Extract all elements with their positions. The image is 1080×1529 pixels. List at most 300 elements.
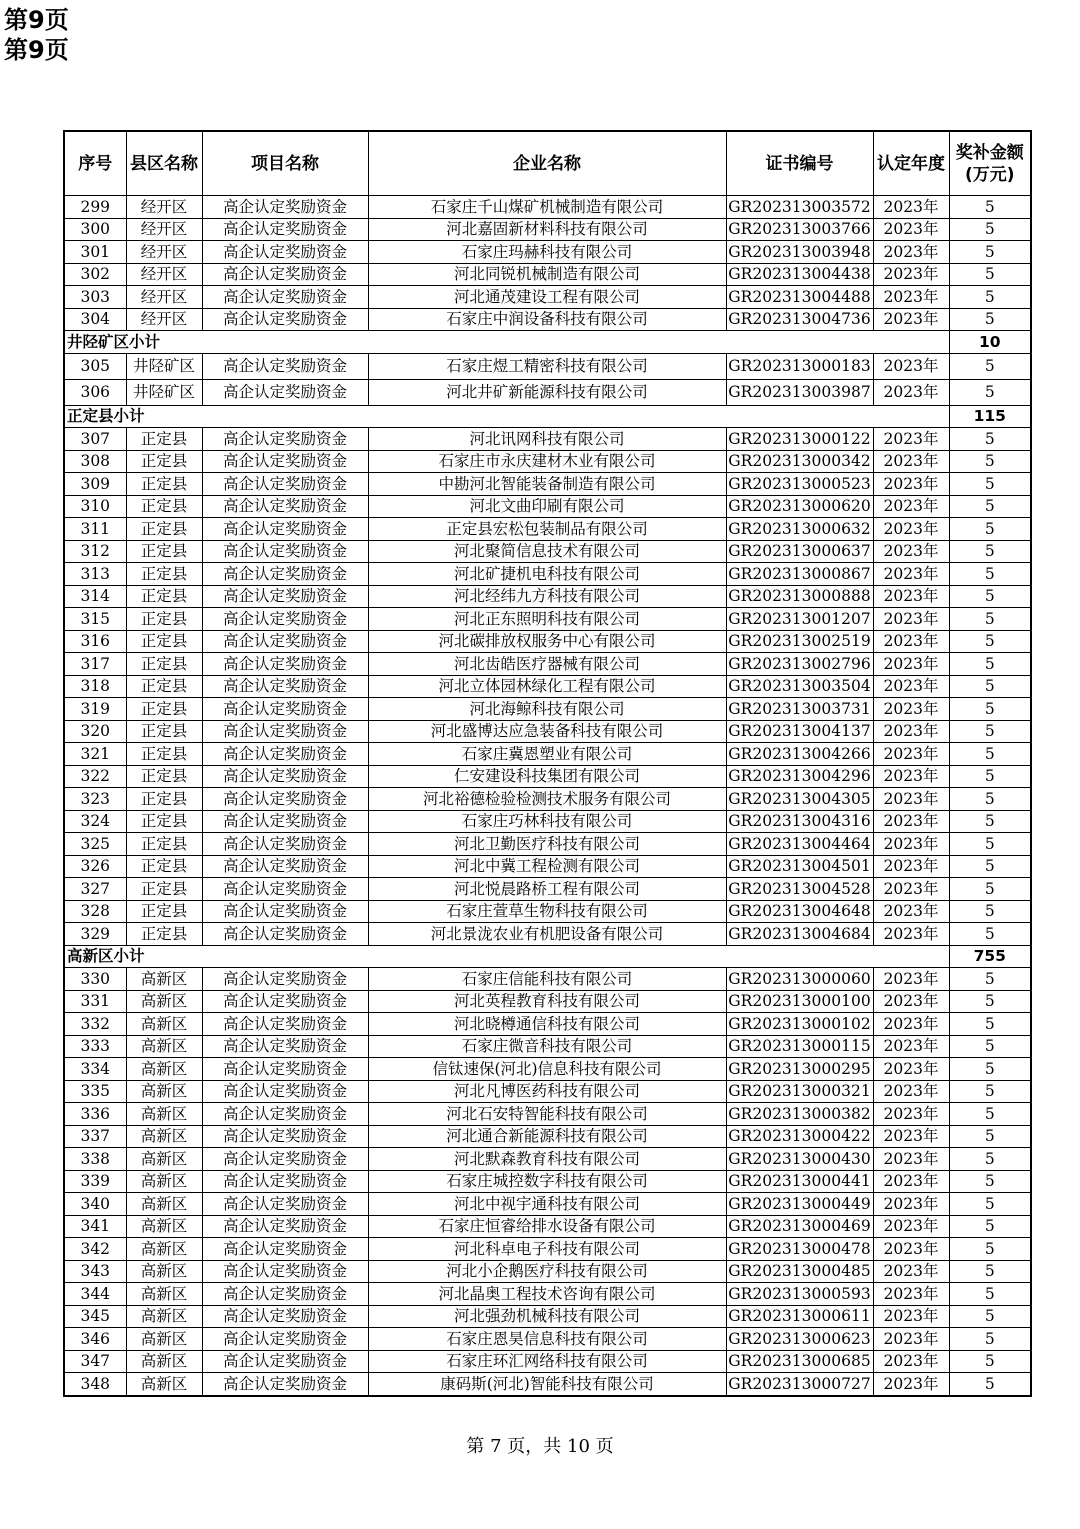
cell-company: 河北凡博医药科技有限公司 (368, 1080, 726, 1103)
cell-project: 高企认定奖励资金 (202, 495, 368, 518)
cell-project: 高企认定奖励资金 (202, 1080, 368, 1103)
cell-project: 高企认定奖励资金 (202, 675, 368, 698)
table-row (64, 900, 1031, 923)
cell-cert: GR202313000449 (726, 1193, 873, 1216)
table-row (64, 810, 1031, 833)
table-row (64, 765, 1031, 788)
subtotal-amount: 115 (949, 405, 1031, 428)
cell-company: 石家庄煜工精密科技有限公司 (368, 353, 726, 379)
cell-cert: GR202313000685 (726, 1350, 873, 1373)
table-row (64, 1350, 1031, 1373)
table-row (64, 788, 1031, 811)
cell-district: 正定县 (126, 923, 202, 946)
cell-district: 正定县 (126, 855, 202, 878)
table-row (64, 1148, 1031, 1171)
cell-seq: 338 (64, 1148, 126, 1171)
cell-amount: 5 (949, 1215, 1031, 1238)
cell-seq: 301 (64, 241, 126, 264)
cell-company: 石家庄中润设备科技有限公司 (368, 308, 726, 331)
cell-company: 河北通茂建设工程有限公司 (368, 286, 726, 309)
table-row (64, 1080, 1031, 1103)
cell-project: 高企认定奖励资金 (202, 196, 368, 219)
cell-district: 高新区 (126, 990, 202, 1013)
cell-year: 2023年 (873, 1170, 949, 1193)
cell-year: 2023年 (873, 218, 949, 241)
cell-company: 河北讯网科技有限公司 (368, 428, 726, 451)
cell-year: 2023年 (873, 379, 949, 405)
cell-cert: GR202313000422 (726, 1125, 873, 1148)
cell-company: 石家庄玛赫科技有限公司 (368, 241, 726, 264)
cell-year: 2023年 (873, 990, 949, 1013)
cell-company: 河北卫勤医疗科技有限公司 (368, 833, 726, 856)
cell-district: 正定县 (126, 675, 202, 698)
cell-project: 高企认定奖励资金 (202, 540, 368, 563)
table-row (64, 308, 1031, 331)
cell-project: 高企认定奖励资金 (202, 810, 368, 833)
table-row (64, 428, 1031, 451)
cell-company: 石家庄恩昊信息科技有限公司 (368, 1328, 726, 1351)
cell-seq: 321 (64, 743, 126, 766)
table-row (64, 878, 1031, 901)
table-row (64, 286, 1031, 309)
cell-year: 2023年 (873, 1148, 949, 1171)
cell-project: 高企认定奖励资金 (202, 608, 368, 631)
cell-amount: 5 (949, 720, 1031, 743)
cell-district: 高新区 (126, 1215, 202, 1238)
cell-amount: 5 (949, 563, 1031, 586)
cell-year: 2023年 (873, 720, 949, 743)
cell-district: 经开区 (126, 308, 202, 331)
cell-amount: 5 (949, 1373, 1031, 1396)
cell-seq: 313 (64, 563, 126, 586)
cell-district: 井陉矿区 (126, 353, 202, 379)
cell-seq: 345 (64, 1305, 126, 1328)
cell-district: 正定县 (126, 833, 202, 856)
cell-year: 2023年 (873, 743, 949, 766)
cell-amount: 5 (949, 810, 1031, 833)
cell-district: 高新区 (126, 1328, 202, 1351)
cell-seq: 337 (64, 1125, 126, 1148)
cell-cert: GR202313003731 (726, 698, 873, 721)
cell-year: 2023年 (873, 1215, 949, 1238)
cell-project: 高企认定奖励资金 (202, 1238, 368, 1261)
cell-district: 高新区 (126, 1170, 202, 1193)
cell-seq: 312 (64, 540, 126, 563)
cell-seq: 346 (64, 1328, 126, 1351)
page-label: 第9页 (4, 6, 69, 34)
cell-amount: 5 (949, 675, 1031, 698)
cell-cert: GR202313000102 (726, 1013, 873, 1036)
cell-project: 高企认定奖励资金 (202, 765, 368, 788)
cell-seq: 328 (64, 900, 126, 923)
cell-seq: 323 (64, 788, 126, 811)
table-row (64, 1193, 1031, 1216)
cell-company: 康码斯(河北)智能科技有限公司 (368, 1373, 726, 1396)
cell-district: 高新区 (126, 1013, 202, 1036)
cell-amount: 5 (949, 308, 1031, 331)
cell-seq: 299 (64, 196, 126, 219)
cell-district: 正定县 (126, 810, 202, 833)
table-row (64, 1035, 1031, 1058)
cell-seq: 336 (64, 1103, 126, 1126)
cell-year: 2023年 (873, 450, 949, 473)
cell-year: 2023年 (873, 196, 949, 219)
cell-cert: GR202313000382 (726, 1103, 873, 1126)
cell-year: 2023年 (873, 563, 949, 586)
cell-cert: GR202313000727 (726, 1373, 873, 1396)
table-row (64, 743, 1031, 766)
cell-district: 正定县 (126, 495, 202, 518)
header-amount-line2: (万元) (964, 164, 1015, 185)
cell-company: 河北井矿新能源科技有限公司 (368, 379, 726, 405)
cell-project: 高企认定奖励资金 (202, 833, 368, 856)
cell-amount: 5 (949, 495, 1031, 518)
cell-company: 石家庄冀恩塑业有限公司 (368, 743, 726, 766)
cell-company: 河北中冀工程检测有限公司 (368, 855, 726, 878)
cell-seq: 319 (64, 698, 126, 721)
cell-amount: 5 (949, 1260, 1031, 1283)
cell-year: 2023年 (873, 900, 949, 923)
cell-district: 高新区 (126, 1305, 202, 1328)
cell-seq: 325 (64, 833, 126, 856)
cell-year: 2023年 (873, 495, 949, 518)
cell-amount: 5 (949, 878, 1031, 901)
cell-amount: 5 (949, 450, 1031, 473)
cell-cert: GR202313000295 (726, 1058, 873, 1081)
cell-seq: 333 (64, 1035, 126, 1058)
cell-district: 正定县 (126, 518, 202, 541)
cell-company: 河北碳排放权服务中心有限公司 (368, 630, 726, 653)
cell-cert: GR202313004137 (726, 720, 873, 743)
cell-seq: 302 (64, 263, 126, 286)
cell-project: 高企认定奖励资金 (202, 308, 368, 331)
cell-company: 河北默森教育科技有限公司 (368, 1148, 726, 1171)
cell-cert: GR202313004438 (726, 263, 873, 286)
cell-project: 高企认定奖励资金 (202, 788, 368, 811)
cell-year: 2023年 (873, 540, 949, 563)
cell-district: 高新区 (126, 1125, 202, 1148)
cell-project: 高企认定奖励资金 (202, 1103, 368, 1126)
cell-project: 高企认定奖励资金 (202, 450, 368, 473)
cell-company: 石家庄巧林科技有限公司 (368, 810, 726, 833)
cell-district: 高新区 (126, 1350, 202, 1373)
cell-cert: GR202313000183 (726, 353, 873, 379)
cell-company: 河北正东照明科技有限公司 (368, 608, 726, 631)
cell-cert: GR202313004648 (726, 900, 873, 923)
cell-project: 高企认定奖励资金 (202, 1305, 368, 1328)
cell-amount: 5 (949, 1328, 1031, 1351)
cell-cert: GR202313000342 (726, 450, 873, 473)
cell-year: 2023年 (873, 608, 949, 631)
cell-amount: 5 (949, 743, 1031, 766)
cell-project: 高企认定奖励资金 (202, 1058, 368, 1081)
cell-project: 高企认定奖励资金 (202, 1215, 368, 1238)
cell-amount: 5 (949, 1148, 1031, 1171)
table-row (64, 196, 1031, 219)
table-row (64, 1170, 1031, 1193)
table-row (64, 855, 1031, 878)
cell-seq: 329 (64, 923, 126, 946)
cell-year: 2023年 (873, 765, 949, 788)
cell-district: 经开区 (126, 196, 202, 219)
cell-amount: 5 (949, 518, 1031, 541)
header-amount-line1: 奖补金额 (955, 142, 1024, 163)
cell-cert: GR202313000060 (726, 968, 873, 991)
cell-project: 高企认定奖励资金 (202, 1035, 368, 1058)
cell-district: 高新区 (126, 1238, 202, 1261)
cell-year: 2023年 (873, 698, 949, 721)
cell-year: 2023年 (873, 833, 949, 856)
cell-company: 石家庄微音科技有限公司 (368, 1035, 726, 1058)
cell-year: 2023年 (873, 1283, 949, 1306)
cell-company: 河北小企鹅医疗科技有限公司 (368, 1260, 726, 1283)
cell-project: 高企认定奖励资金 (202, 878, 368, 901)
table-row (64, 1215, 1031, 1238)
cell-cert: GR202313000478 (726, 1238, 873, 1261)
cell-year: 2023年 (873, 1103, 949, 1126)
cell-company: 仁安建设科技集团有限公司 (368, 765, 726, 788)
cell-cert: GR202313003504 (726, 675, 873, 698)
cell-district: 井陉矿区 (126, 379, 202, 405)
table-row (64, 1305, 1031, 1328)
cell-company: 河北悦晨路桥工程有限公司 (368, 878, 726, 901)
cell-cert: GR202313003987 (726, 379, 873, 405)
cell-year: 2023年 (873, 428, 949, 451)
table-row (64, 563, 1031, 586)
cell-cert: GR202313003572 (726, 196, 873, 219)
cell-company: 河北晓樽通信科技有限公司 (368, 1013, 726, 1036)
header-company: 企业名称 (368, 131, 726, 196)
subtotal-label: 正定县小计 (64, 405, 949, 428)
cell-company: 河北裕德检验检测技术服务有限公司 (368, 788, 726, 811)
cell-company: 河北强劲机械科技有限公司 (368, 1305, 726, 1328)
cell-amount: 5 (949, 585, 1031, 608)
cell-company: 河北通合新能源科技有限公司 (368, 1125, 726, 1148)
cell-district: 高新区 (126, 1373, 202, 1396)
cell-district: 高新区 (126, 968, 202, 991)
cell-company: 河北海鲸科技有限公司 (368, 698, 726, 721)
cell-year: 2023年 (873, 810, 949, 833)
cell-project: 高企认定奖励资金 (202, 743, 368, 766)
cell-seq: 310 (64, 495, 126, 518)
cell-cert: GR202313004316 (726, 810, 873, 833)
cell-cert: GR202313004266 (726, 743, 873, 766)
page-footer: 第 7 页，共 10 页 (466, 1436, 614, 1457)
cell-company: 正定县宏松包装制品有限公司 (368, 518, 726, 541)
table-row (64, 630, 1031, 653)
cell-year: 2023年 (873, 1350, 949, 1373)
cell-amount: 5 (949, 1013, 1031, 1036)
cell-company: 河北经纬九方科技有限公司 (368, 585, 726, 608)
cell-seq: 327 (64, 878, 126, 901)
cell-year: 2023年 (873, 585, 949, 608)
cell-seq: 322 (64, 765, 126, 788)
cell-company: 河北同锐机械制造有限公司 (368, 263, 726, 286)
cell-seq: 340 (64, 1193, 126, 1216)
cell-project: 高企认定奖励资金 (202, 923, 368, 946)
cell-amount: 5 (949, 1350, 1031, 1373)
cell-project: 高企认定奖励资金 (202, 518, 368, 541)
cell-company: 信钛速保(河北)信息科技有限公司 (368, 1058, 726, 1081)
cell-seq: 330 (64, 968, 126, 991)
cell-district: 高新区 (126, 1148, 202, 1171)
cell-amount: 5 (949, 286, 1031, 309)
table-row (64, 473, 1031, 496)
header-district: 县区名称 (126, 131, 202, 196)
table-row (64, 495, 1031, 518)
cell-district: 正定县 (126, 765, 202, 788)
cell-amount: 5 (949, 1283, 1031, 1306)
cell-district: 高新区 (126, 1058, 202, 1081)
cell-project: 高企认定奖励资金 (202, 473, 368, 496)
cell-year: 2023年 (873, 286, 949, 309)
cell-amount: 5 (949, 353, 1031, 379)
cell-company: 河北盛博达应急装备科技有限公司 (368, 720, 726, 743)
cell-project: 高企认定奖励资金 (202, 1283, 368, 1306)
cell-amount: 5 (949, 428, 1031, 451)
cell-amount: 5 (949, 241, 1031, 264)
cell-project: 高企认定奖励资金 (202, 563, 368, 586)
cell-company: 河北晶奥工程技术咨询有限公司 (368, 1283, 726, 1306)
cell-year: 2023年 (873, 855, 949, 878)
cell-cert: GR202313002796 (726, 653, 873, 676)
cell-year: 2023年 (873, 1328, 949, 1351)
cell-cert: GR202313001207 (726, 608, 873, 631)
table-row (64, 585, 1031, 608)
cell-amount: 5 (949, 990, 1031, 1013)
table-body (64, 196, 1031, 1396)
cell-year: 2023年 (873, 308, 949, 331)
table-row (64, 1013, 1031, 1036)
cell-project: 高企认定奖励资金 (202, 263, 368, 286)
cell-amount: 5 (949, 630, 1031, 653)
cell-project: 高企认定奖励资金 (202, 585, 368, 608)
cell-project: 高企认定奖励资金 (202, 1013, 368, 1036)
cell-district: 正定县 (126, 878, 202, 901)
cell-company: 河北科卓电子科技有限公司 (368, 1238, 726, 1261)
table-row (64, 923, 1031, 946)
cell-cert: GR202313000523 (726, 473, 873, 496)
cell-project: 高企认定奖励资金 (202, 1373, 368, 1396)
cell-seq: 307 (64, 428, 126, 451)
cell-company: 石家庄市永庆建材木业有限公司 (368, 450, 726, 473)
cell-seq: 314 (64, 585, 126, 608)
cell-seq: 331 (64, 990, 126, 1013)
page-label: 第9页 (4, 36, 69, 64)
cell-seq: 315 (64, 608, 126, 631)
cell-project: 高企认定奖励资金 (202, 1260, 368, 1283)
cell-company: 河北齿皓医疗器械有限公司 (368, 653, 726, 676)
table-row (64, 833, 1031, 856)
cell-seq: 306 (64, 379, 126, 405)
cell-amount: 5 (949, 1193, 1031, 1216)
cell-cert: GR202313000441 (726, 1170, 873, 1193)
cell-amount: 5 (949, 218, 1031, 241)
subtotal-row (64, 405, 1031, 428)
cell-seq: 304 (64, 308, 126, 331)
table-row (64, 1373, 1031, 1396)
cell-district: 正定县 (126, 788, 202, 811)
cell-seq: 347 (64, 1350, 126, 1373)
cell-district: 正定县 (126, 608, 202, 631)
cell-seq: 343 (64, 1260, 126, 1283)
cell-seq: 309 (64, 473, 126, 496)
cell-project: 高企认定奖励资金 (202, 286, 368, 309)
cell-seq: 326 (64, 855, 126, 878)
cell-year: 2023年 (873, 1080, 949, 1103)
cell-district: 正定县 (126, 473, 202, 496)
cell-year: 2023年 (873, 675, 949, 698)
cell-company: 河北嘉固新材料科技有限公司 (368, 218, 726, 241)
cell-district: 高新区 (126, 1260, 202, 1283)
cell-project: 高企认定奖励资金 (202, 1148, 368, 1171)
cell-cert: GR202313004501 (726, 855, 873, 878)
cell-amount: 5 (949, 473, 1031, 496)
cell-seq: 300 (64, 218, 126, 241)
cell-cert: GR202313000115 (726, 1035, 873, 1058)
cell-amount: 5 (949, 855, 1031, 878)
cell-seq: 348 (64, 1373, 126, 1396)
subtotal-row (64, 945, 1031, 968)
cell-district: 正定县 (126, 900, 202, 923)
cell-project: 高企认定奖励资金 (202, 720, 368, 743)
cell-year: 2023年 (873, 1260, 949, 1283)
cell-company: 河北中视宇通科技有限公司 (368, 1193, 726, 1216)
table-row (64, 518, 1031, 541)
cell-district: 正定县 (126, 540, 202, 563)
cell-cert: GR202313004305 (726, 788, 873, 811)
cell-company: 石家庄千山煤矿机械制造有限公司 (368, 196, 726, 219)
cell-year: 2023年 (873, 923, 949, 946)
table-row (64, 1103, 1031, 1126)
cell-district: 高新区 (126, 1283, 202, 1306)
subtotal-amount: 10 (949, 331, 1031, 354)
table-row (64, 1260, 1031, 1283)
cell-cert: GR202313002519 (726, 630, 873, 653)
header-project: 项目名称 (202, 131, 368, 196)
table-row (64, 1238, 1031, 1261)
cell-amount: 5 (949, 1170, 1031, 1193)
cell-year: 2023年 (873, 788, 949, 811)
cell-amount: 5 (949, 608, 1031, 631)
table-row (64, 353, 1031, 379)
cell-district: 高新区 (126, 1080, 202, 1103)
table-row (64, 720, 1031, 743)
cell-seq: 316 (64, 630, 126, 653)
cell-amount: 5 (949, 1238, 1031, 1261)
cell-year: 2023年 (873, 878, 949, 901)
cell-company: 河北矿捷机电科技有限公司 (368, 563, 726, 586)
table-row (64, 1283, 1031, 1306)
table-row (64, 241, 1031, 264)
cell-amount: 5 (949, 900, 1031, 923)
cell-cert: GR202313004464 (726, 833, 873, 856)
cell-amount: 5 (949, 379, 1031, 405)
cell-company: 河北聚简信息技术有限公司 (368, 540, 726, 563)
cell-seq: 324 (64, 810, 126, 833)
table-row (64, 450, 1031, 473)
cell-project: 高企认定奖励资金 (202, 428, 368, 451)
table-row (64, 1125, 1031, 1148)
cell-cert: GR202313000867 (726, 563, 873, 586)
cell-amount: 5 (949, 788, 1031, 811)
cell-amount: 5 (949, 923, 1031, 946)
cell-project: 高企认定奖励资金 (202, 241, 368, 264)
cell-year: 2023年 (873, 1035, 949, 1058)
cell-company: 石家庄萱草生物科技有限公司 (368, 900, 726, 923)
cell-cert: GR202313004528 (726, 878, 873, 901)
cell-seq: 311 (64, 518, 126, 541)
